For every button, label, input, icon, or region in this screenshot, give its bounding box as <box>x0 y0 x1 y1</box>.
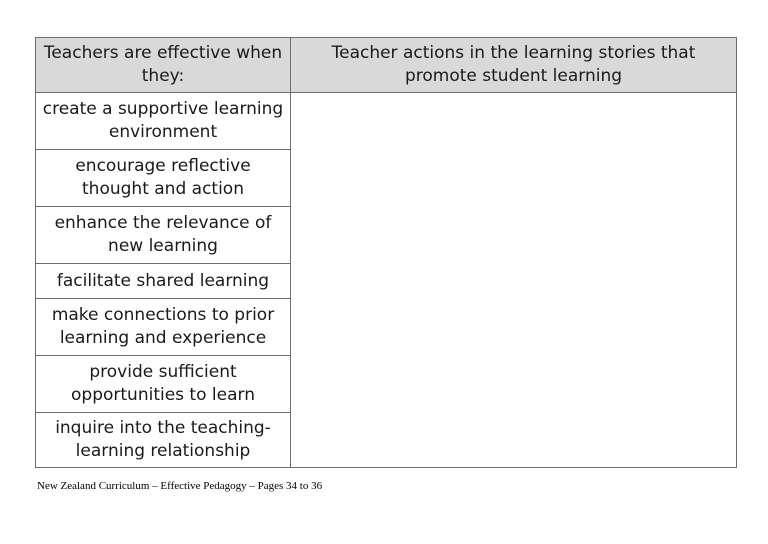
criterion-cell <box>36 207 291 264</box>
criterion-cell <box>36 356 291 413</box>
teacher-actions-answer-cell[interactable] <box>291 93 737 468</box>
source-citation: New Zealand Curriculum – Effective Pedagogy – Pages 34 to 36 <box>37 480 323 492</box>
header-cell-right <box>291 38 737 93</box>
effective-pedagogy-table <box>35 37 737 468</box>
criterion-text: enhance the relevance of new learning <box>54 213 272 256</box>
table-row <box>36 93 737 150</box>
criterion-text: encourage reflective thought and action <box>75 156 251 199</box>
header-left-text: Teachers are effective when they: <box>43 43 283 86</box>
header-cell-left <box>36 38 291 93</box>
criterion-text: facilitate shared learning <box>56 270 270 291</box>
header-row <box>36 38 737 93</box>
criterion-text: make connections to prior learning and experience <box>51 305 275 348</box>
criterion-cell <box>36 264 291 299</box>
criterion-text: inquire into the teaching-learning relationship <box>55 418 271 461</box>
criterion-text: create a supportive learning environment <box>42 99 284 142</box>
criterion-cell <box>36 150 291 207</box>
criterion-cell <box>36 299 291 356</box>
header-right-text: Teacher actions in the learning stories that promote student learning <box>331 43 696 86</box>
criterion-cell <box>36 413 291 468</box>
criterion-cell <box>36 93 291 150</box>
criterion-text: provide sufficient opportunities to learn <box>71 362 255 405</box>
